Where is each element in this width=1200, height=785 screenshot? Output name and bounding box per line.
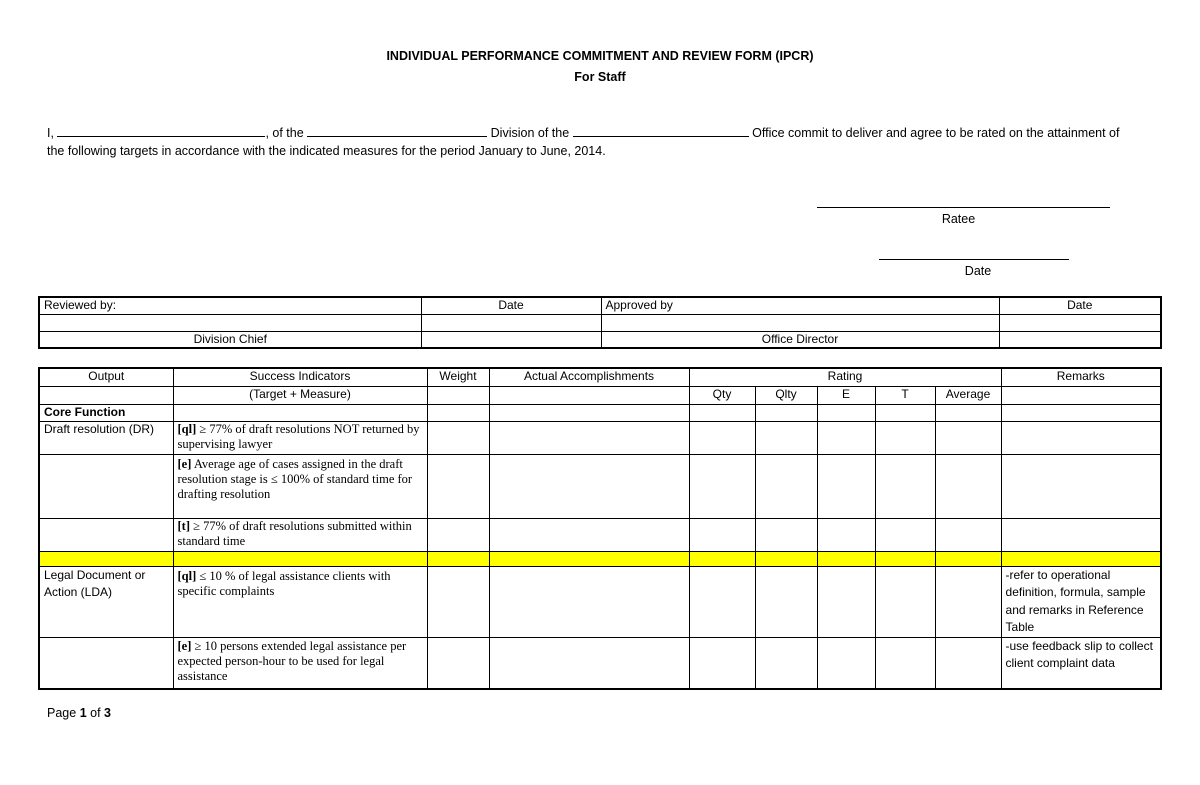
actual-cell[interactable]	[489, 421, 689, 454]
qlty-cell[interactable]	[755, 566, 817, 637]
average-cell[interactable]	[935, 637, 1001, 689]
page-label: Page	[47, 706, 77, 720]
lda-e-indicator: ≥ 10 persons extended legal assistance per expected person-hour to be used for legal assistance	[177, 638, 407, 683]
empty-cell	[817, 551, 875, 566]
empty-cell	[489, 386, 689, 404]
e-cell[interactable]	[817, 421, 875, 454]
empty-cell	[39, 551, 173, 566]
empty-cell	[935, 551, 1001, 566]
approver-signature-cell[interactable]	[601, 314, 999, 331]
empty-cell	[689, 551, 755, 566]
approved-by-label: Approved by	[601, 297, 999, 314]
qlty-cell[interactable]	[755, 454, 817, 518]
weight-cell[interactable]	[427, 421, 489, 454]
average-cell[interactable]	[935, 518, 1001, 551]
t-cell[interactable]	[875, 454, 935, 518]
dr-t-tag: [t]	[177, 518, 190, 533]
empty-cell	[39, 518, 173, 551]
header-actual: Actual Accomplishments	[489, 368, 689, 386]
dr-output: Draft resolution (DR)	[39, 421, 173, 454]
commitment-paragraph	[47, 124, 1157, 160]
dr-e-tag: [e]	[177, 456, 192, 471]
weight-cell[interactable]	[427, 566, 489, 637]
qlty-cell[interactable]	[755, 421, 817, 454]
qty-cell[interactable]	[689, 454, 755, 518]
table-row	[39, 421, 1161, 454]
t-cell[interactable]	[875, 566, 935, 637]
actual-cell[interactable]	[489, 637, 689, 689]
core-function-label: Core Function	[39, 404, 173, 421]
reviewer-signature-cell[interactable]	[39, 314, 421, 331]
qty-cell[interactable]	[689, 637, 755, 689]
review-date-cell[interactable]	[421, 314, 601, 331]
actual-cell[interactable]	[489, 454, 689, 518]
table-row	[39, 518, 1161, 551]
header-target-measure: (Target + Measure)	[173, 386, 427, 404]
form-subtitle: For Staff	[574, 70, 626, 84]
weight-cell[interactable]	[427, 454, 489, 518]
average-cell[interactable]	[935, 566, 1001, 637]
e-cell[interactable]	[817, 637, 875, 689]
header-average: Average	[935, 386, 1001, 404]
lda-ql-tag: [ql]	[177, 568, 197, 583]
empty-cell	[173, 404, 427, 421]
empty-cell	[427, 404, 489, 421]
qlty-cell[interactable]	[755, 518, 817, 551]
header-rating: Rating	[689, 368, 1001, 386]
remarks-cell[interactable]	[1001, 454, 1161, 518]
header-qty: Qty	[689, 386, 755, 404]
office-blank[interactable]	[573, 125, 749, 137]
table-row	[39, 637, 1161, 689]
page-indicator	[47, 706, 111, 720]
approval-date-label: Date	[999, 297, 1161, 314]
qty-cell[interactable]	[689, 566, 755, 637]
header-t: T	[875, 386, 935, 404]
lda-e-tag: [e]	[177, 638, 192, 653]
dr-t-indicator: ≥ 77% of draft resolutions submitted within standard time	[177, 518, 412, 548]
empty-cell	[489, 404, 689, 421]
empty-cell	[755, 404, 817, 421]
highlight-separator-row	[39, 551, 1161, 566]
empty-cell	[875, 551, 935, 566]
actual-cell[interactable]	[489, 566, 689, 637]
header-remarks: Remarks	[1001, 368, 1161, 386]
empty-cell	[689, 404, 755, 421]
page-total: 3	[104, 706, 111, 720]
e-cell[interactable]	[817, 518, 875, 551]
table-row	[39, 454, 1161, 518]
empty-cell	[39, 454, 173, 518]
empty-cell	[427, 551, 489, 566]
empty-cell	[427, 386, 489, 404]
dr-ql-tag: [ql]	[177, 421, 197, 436]
lda-ql-remark: -refer to operational definition, formula, sample and remarks in Reference Table	[1001, 566, 1161, 637]
review-date-label: Date	[421, 297, 601, 314]
empty-cell	[935, 404, 1001, 421]
t-cell[interactable]	[875, 518, 935, 551]
empty-cell	[1001, 551, 1161, 566]
e-cell[interactable]	[817, 454, 875, 518]
average-cell[interactable]	[935, 454, 1001, 518]
empty-cell	[875, 404, 935, 421]
empty-cell	[39, 637, 173, 689]
ratee-label: Ratee	[941, 212, 976, 226]
date-label: Date	[964, 264, 992, 278]
ratee-signature-line	[817, 207, 1110, 208]
form-title: INDIVIDUAL PERFORMANCE COMMITMENT AND REVIEW FORM (IPCR)	[386, 49, 814, 63]
dr-ql-indicator: ≥ 77% of draft resolutions NOT returned by supervising lawyer	[177, 421, 420, 451]
lda-output: Legal Document or Action (LDA)	[39, 566, 173, 637]
t-cell[interactable]	[875, 637, 935, 689]
ipcr-table	[38, 367, 1162, 690]
commitment-of-the: , of the	[265, 126, 304, 140]
office-director-label: Office Director	[601, 331, 999, 348]
page-number: 1	[79, 706, 87, 720]
reviewed-by-label: Reviewed by:	[39, 297, 421, 314]
empty-cell	[39, 386, 173, 404]
empty-cell	[999, 331, 1161, 348]
qlty-cell[interactable]	[755, 637, 817, 689]
date-signature-line	[879, 259, 1069, 260]
qty-cell[interactable]	[689, 518, 755, 551]
qty-cell[interactable]	[689, 421, 755, 454]
division-chief-label: Division Chief	[39, 331, 421, 348]
remarks-cell[interactable]	[1001, 421, 1161, 454]
commitment-prefix: I,	[47, 126, 54, 140]
commitment-office-commit: Office commit to deliver and agree to be rated on the attainment of	[752, 126, 1120, 140]
approval-date-cell[interactable]	[999, 314, 1161, 331]
remarks-cell[interactable]	[1001, 518, 1161, 551]
header-success-indicators: Success Indicators	[173, 368, 427, 386]
empty-cell	[173, 551, 427, 566]
header-e: E	[817, 386, 875, 404]
header-output: Output	[39, 368, 173, 386]
empty-cell	[755, 551, 817, 566]
header-qlty: Qlty	[755, 386, 817, 404]
empty-cell	[817, 404, 875, 421]
lda-e-remark: -use feedback slip to collect client complaint data	[1001, 637, 1161, 689]
empty-cell	[489, 551, 689, 566]
commitment-line2: the following targets in accordance with the indicated measures for the period January to June, 2014.	[47, 144, 606, 158]
dr-e-indicator: Average age of cases assigned in the draft resolution stage is ≤ 100% of standard time for drafting resolution	[177, 456, 413, 501]
e-cell[interactable]	[817, 566, 875, 637]
name-blank[interactable]	[57, 125, 265, 137]
empty-cell	[1001, 386, 1161, 404]
division-blank[interactable]	[307, 125, 487, 137]
review-table	[38, 296, 1162, 349]
empty-cell	[1001, 404, 1161, 421]
weight-cell[interactable]	[427, 518, 489, 551]
page-of: of	[90, 706, 101, 720]
weight-cell[interactable]	[427, 637, 489, 689]
t-cell[interactable]	[875, 421, 935, 454]
lda-ql-indicator: ≤ 10 % of legal assistance clients with specific complaints	[177, 568, 391, 598]
empty-cell	[421, 331, 601, 348]
commitment-division-of-the: Division of the	[490, 126, 570, 140]
table-row	[39, 566, 1161, 637]
actual-cell[interactable]	[489, 518, 689, 551]
average-cell[interactable]	[935, 421, 1001, 454]
header-weight: Weight	[427, 368, 489, 386]
